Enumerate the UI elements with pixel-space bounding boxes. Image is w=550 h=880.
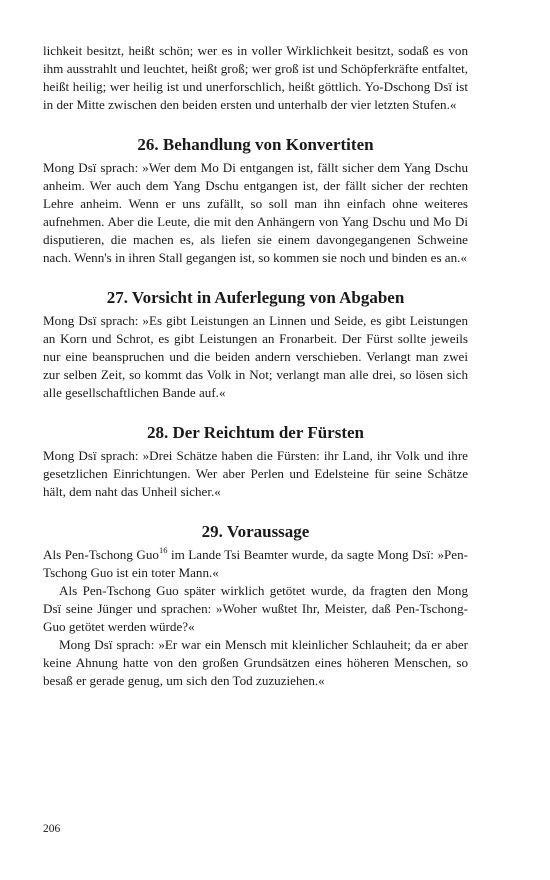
section-heading-29: 29. Voraussage: [201, 522, 310, 541]
footnote-marker: 16: [158, 544, 168, 555]
section-26-paragraph: Mong Dsï sprach: »Wer dem Mo Di entgangen ist, fällt sicher dem Yang Dschu anheim. Wer auch dem Yang Dschu entgangen ist, der fällt sicher der rechten Lehre anheim. Wenn er uns zufällt, so soll man ihn einfach ohne weiteres aufnehmen. Aber die Leute, die mit den Anhängern von Yang Dschu und Mo Di disputieren, die machen es, als liefen sie einem davongegangenen Schweine nach. Wenn's in ihren Stall gegangen ist, so kommen sie noch und binden es an.«: [43, 160, 468, 265]
section-29-text-after-note: im Lande Tsi Beamter wurde, da sagte Mong Dsï: »Pen-Tschong Guo ist ein toter Mann.«: [43, 547, 468, 580]
section-29-paragraph-2: Als Pen-Tschong Guo später wirklich getötet wurde, da fragten den Mong Dsï seine Jünger und sprachen: »Woher wußtet Ihr, Meister, daß Pen-Tschong-Guo getötet werden würde?«: [43, 583, 468, 634]
section-heading-28: 28. Der Reichtum der Fürsten: [146, 423, 365, 442]
section-heading-27: 27. Vorsicht in Auferlegung von Abgaben: [106, 288, 405, 307]
section-29-paragraph-1: [43, 546, 468, 582]
page-number: 206: [43, 823, 61, 835]
section-29-text-before-note: Als Pen-Tschong Guo: [43, 547, 159, 562]
section-heading-26: 26. Behandlung von Konvertiten: [137, 135, 374, 154]
page-body: [43, 42, 468, 690]
section-27-paragraph: Mong Dsï sprach: »Es gibt Leistungen an Linnen und Seide, es gibt Leistungen an Korn und Schrot, es gibt Leistungen an Fronarbeit. Der Fürst sollte jeweils nur eine beanspruchen und die beiden andern verschieben. Verlangt man zwei zur selben Zeit, so kommt das Volk in Not; verlangt man alle drei, so lösen sich alle gesellschaftlichen Bande auf.«: [43, 313, 468, 400]
section-28-paragraph: Mong Dsï sprach: »Drei Schätze haben die Fürsten: ihr Land, ihr Volk und ihre gesetzlichen Einrichtungen. Wer aber Perlen und Edelsteine für seine Schätze hält, dem naht das Unheil sicher.«: [43, 448, 468, 499]
intro-paragraph: lichkeit besitzt, heißt schön; wer es in voller Wirklichkeit besitzt, sodaß es von ihm ausstrahlt und leuchtet, heißt groß; wer groß ist und Schöpferkräfte entfaltet, heißt heilig; wer heilig ist und unerforschlich, heißt göttlich. Yo-Dschong Dsï ist in der Mitte zwischen den beiden ersten und unterhalb der vier letzten Stufen.«: [43, 43, 468, 112]
section-29-paragraph-3: Mong Dsï sprach: »Er war ein Mensch mit kleinlicher Schlauheit; da er aber keine Ahnung hatte von den großen Grundsätzen eines höheren Menschen, so besaß er gerade genug, um sich den Tod zuzuziehen.«: [43, 637, 468, 688]
